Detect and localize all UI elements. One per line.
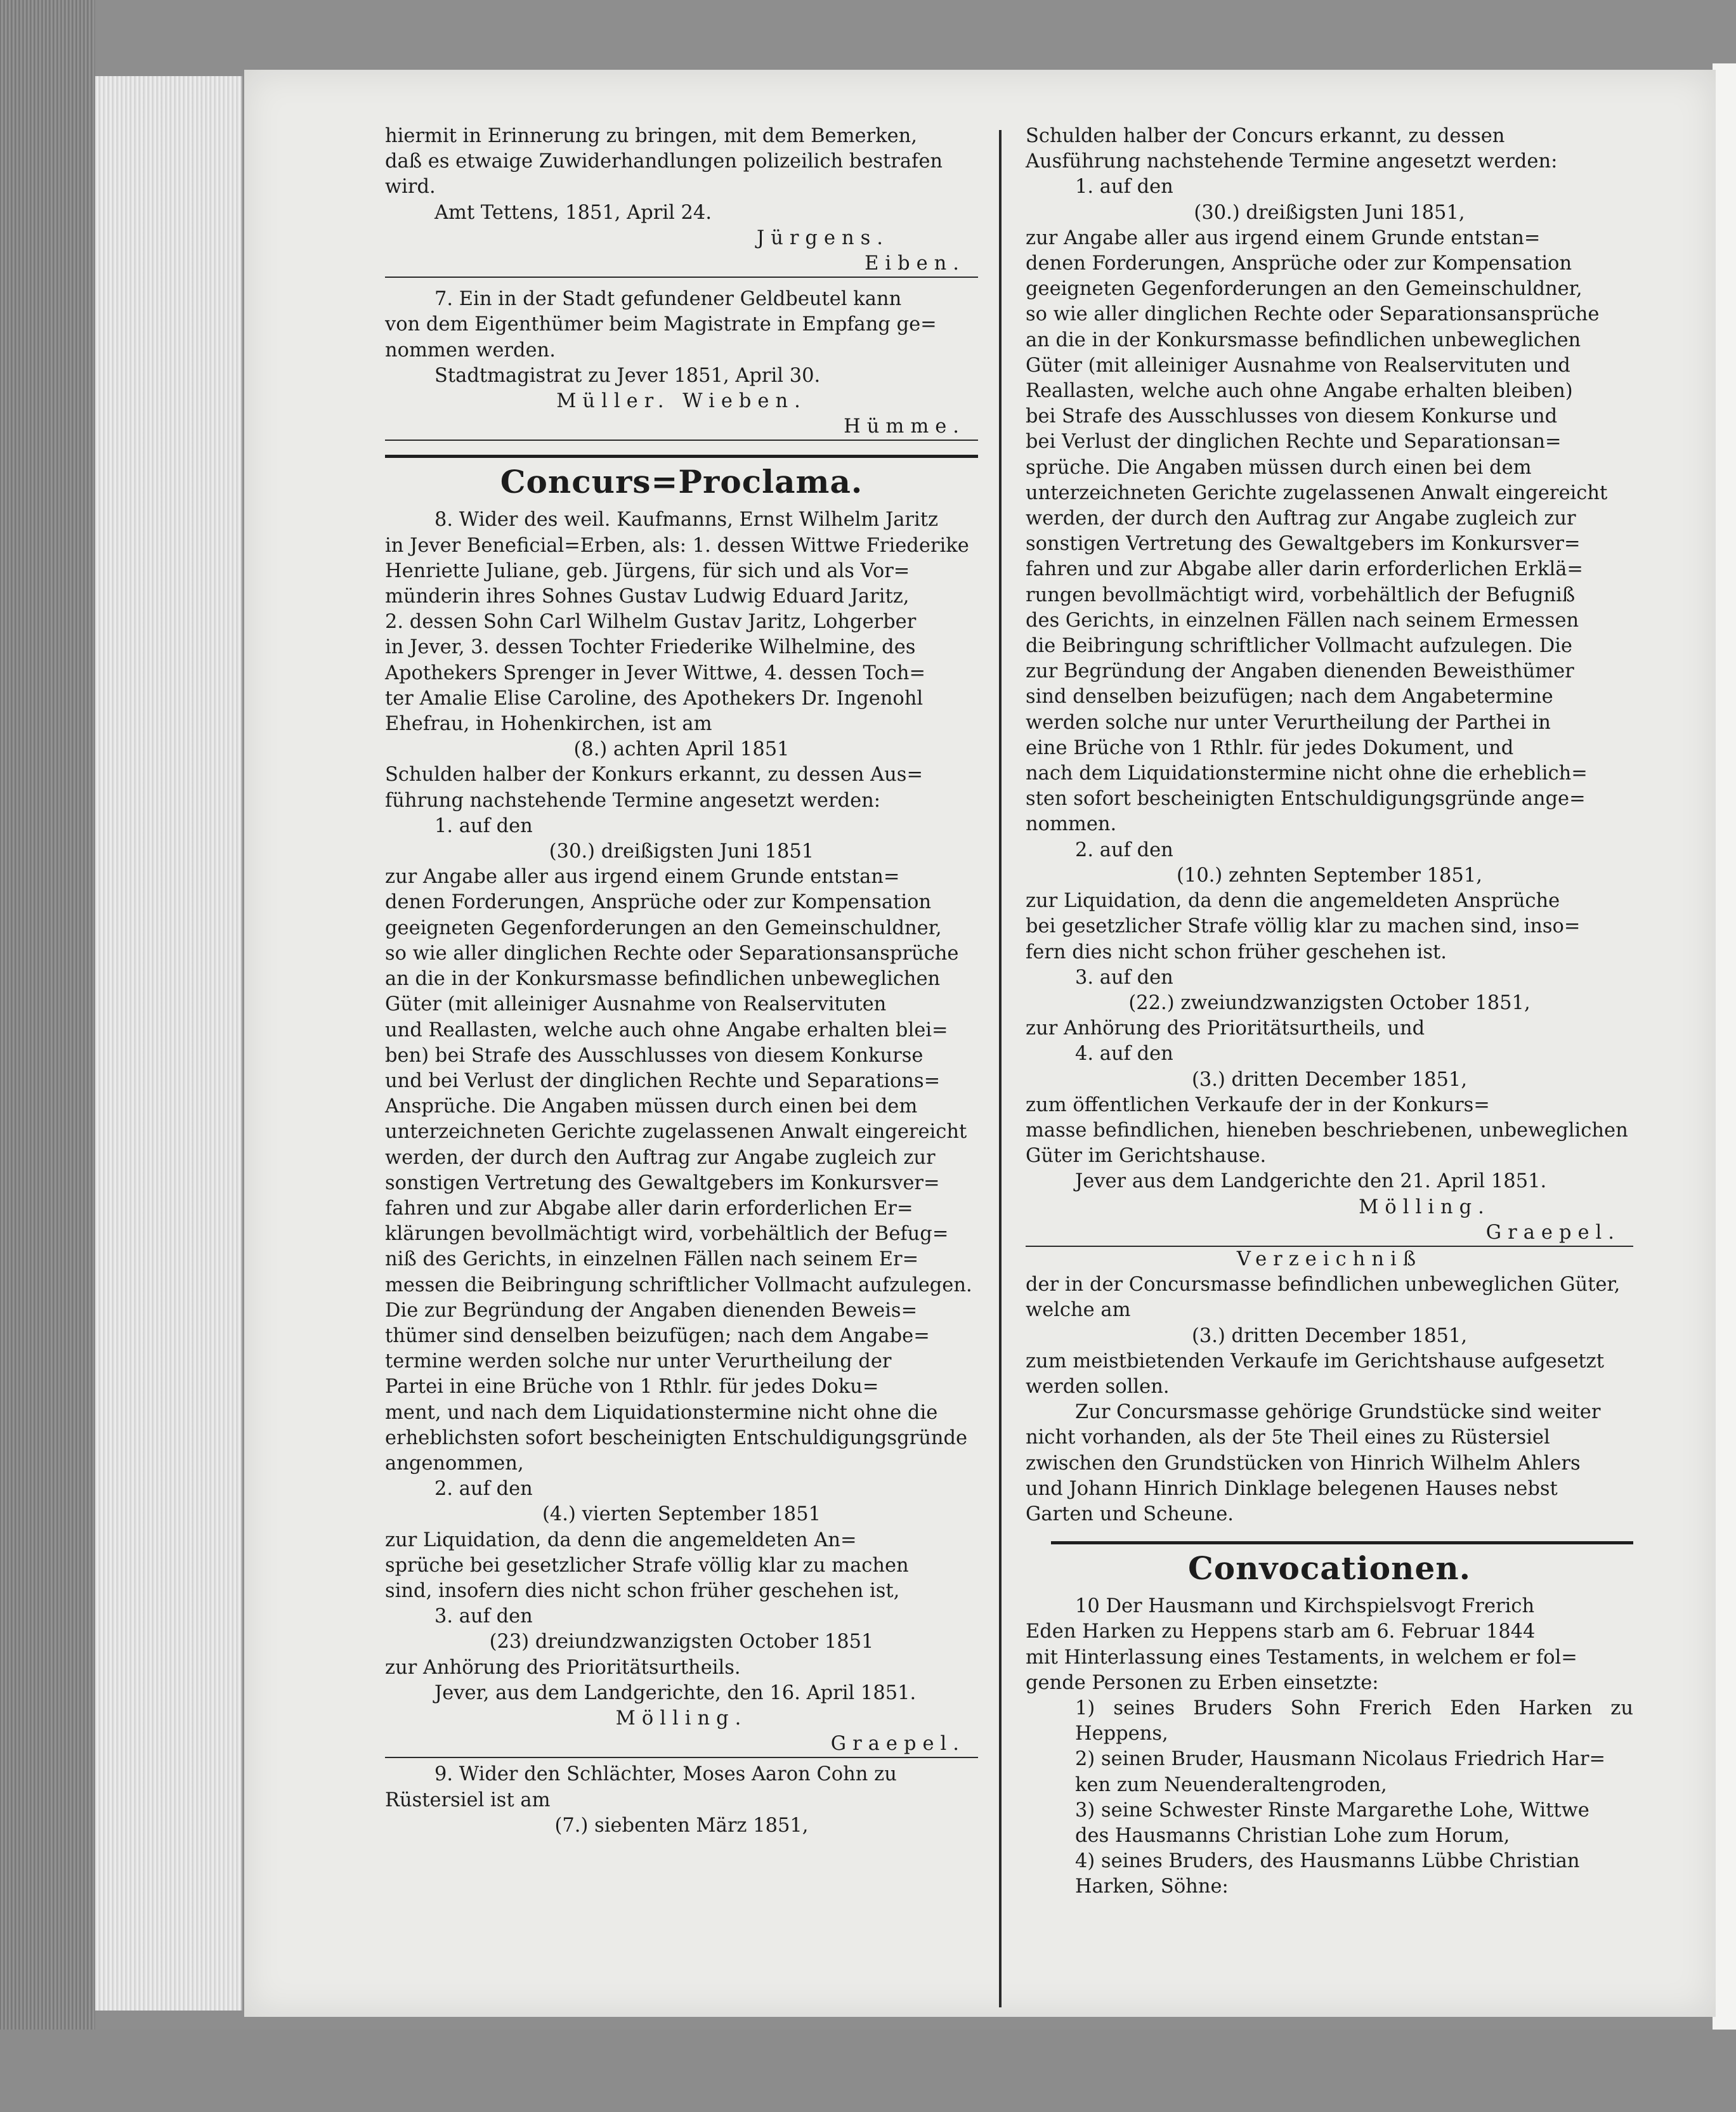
- notice-7-line: von dem Eigenthümer beim Magistrate in Empfang ge=: [385, 313, 937, 336]
- notice-7-signature-2: Hümme.: [385, 414, 978, 441]
- term-1-body: zur Begründung der Angaben dienenden Beweisthümer: [1026, 660, 1574, 683]
- list-body: werden sollen.: [1026, 1375, 1170, 1398]
- term-1-body: so wie aller dinglichen Rechte oder Separationsansprüche: [385, 942, 959, 965]
- notice-8-line: Ehefrau, in Hohenkirchen, ist am: [385, 713, 712, 736]
- notice-7-office: Stadtmagistrat zu Jever 1851, April 30.: [434, 364, 821, 387]
- term-1-date: (30.) dreißigsten Juni 1851,: [1194, 201, 1465, 224]
- term-1-body: unterzeichneten Gerichte zugelassenen Anwalt eingereicht: [385, 1121, 967, 1144]
- term-1-body: messen die Beibringung schriftlicher Vollmacht aufzulegen.: [385, 1274, 972, 1296]
- term-2-body: zur Liquidation, da denn die angemeldeten Ansprüche: [1026, 890, 1560, 913]
- heir-line: ken zum Neuenderaltengroden,: [1075, 1773, 1387, 1796]
- notice-10-line: gende Personen zu Erben einsetzte:: [1026, 1671, 1379, 1694]
- newspaper-page: [244, 70, 1716, 2017]
- term-1-body: thümer sind denselben beizufügen; nach dem Angabe=: [385, 1324, 930, 1347]
- term-1-body: niß des Gerichts, in einzelnen Fällen nach seinem Er=: [385, 1248, 919, 1271]
- term-1-date: (30.) dreißigsten Juni 1851: [549, 840, 814, 863]
- term-1-body: rungen bevollmächtigt wird, vorbehältlich der Befugniß: [1026, 583, 1576, 606]
- notice-7-line: 7. Ein in der Stadt gefundener Geldbeutel kann: [434, 288, 902, 311]
- term-4-body: masse befindlichen, hieneben beschriebenen, unbeweglichen: [1026, 1119, 1628, 1142]
- notice-8-line: münderin ihres Sohnes Gustav Ludwig Eduard Jaritz,: [385, 585, 910, 608]
- term-1-body: bei Verlust der dinglichen Rechte und Separationsan=: [1026, 431, 1562, 453]
- term-1-body: Partei in eine Brüche von 1 Rthlr. für jedes Doku=: [385, 1376, 879, 1398]
- term-1-body: sprüche. Die Angaben müssen durch einen bei dem: [1026, 456, 1532, 479]
- list-line: welche am: [1026, 1299, 1131, 1322]
- term-3-label: 3. auf den: [1075, 966, 1173, 989]
- term-1-body: Güter (mit alleiniger Ausnahme von Realservituten und: [1026, 354, 1570, 377]
- notice-9-line: 9. Wider den Schlächter, Moses Aaron Cohn zu: [434, 1763, 897, 1786]
- cont-line: Schulden halber der Concurs erkannt, zu dessen: [1026, 125, 1505, 147]
- term-1-body: und bei Verlust der dinglichen Rechte und Separations=: [385, 1069, 941, 1092]
- court-line: Jever aus dem Landgerichte den 21. April 1851.: [1075, 1170, 1547, 1193]
- notice-8-date: (8.) achten April 1851: [573, 738, 790, 761]
- term-1-body: klärungen bevollmächtigt wird, vorbehältlich der Befug=: [385, 1223, 949, 1246]
- heir-line: 1) seines Bruders Sohn Frerich Eden Harken zu Heppens,: [1075, 1697, 1633, 1745]
- term-2-date: (10.) zehnten September 1851,: [1177, 864, 1482, 887]
- term-1-body: sind denselben beizufügen; nach dem Angabetermine: [1026, 686, 1553, 708]
- estate-line: nicht vorhanden, als der 5te Theil eines zu Rüstersiel: [1026, 1426, 1550, 1449]
- term-1-body: Reallasten, welche auch ohne Angabe erhalten bleiben): [1026, 380, 1573, 403]
- section-heading-concurs: Concurs=Proclama.: [500, 463, 863, 501]
- term-1-body: fahren und zur Abgabe aller darin erforderlichen Er=: [385, 1197, 913, 1220]
- section-rule: [385, 455, 978, 458]
- court-signature: Mölling.: [615, 1707, 748, 1730]
- term-1-body: sten sofort bescheinigten Entschuldigungsgründe ange=: [1026, 788, 1586, 811]
- term-1-body: termine werden solche nur unter Verurtheilung der: [385, 1350, 892, 1373]
- term-4-date: (3.) dritten December 1851,: [1191, 1068, 1468, 1091]
- estate-line: Garten und Scheune.: [1026, 1503, 1234, 1525]
- court-signature: Mölling.: [1359, 1196, 1491, 1218]
- notice-8-line: 2. dessen Sohn Carl Wilhelm Gustav Jaritz, Lohgerber: [385, 611, 917, 634]
- term-1-body: unterzeichneten Gerichte zugelassenen Anwalt eingereicht: [1026, 481, 1608, 504]
- list-line: der in der Concursmasse befindlichen unbeweglichen Güter,: [1026, 1274, 1621, 1296]
- term-1-body: Die zur Begründung der Angaben dienenden Beweis=: [385, 1299, 918, 1322]
- heir-line: des Hausmanns Christian Lohe zum Horum,: [1075, 1825, 1510, 1847]
- left-column: [385, 124, 978, 1839]
- notice-8-cont: Schulden halber der Konkurs erkannt, zu dessen Aus=: [385, 764, 923, 786]
- term-3-body: zur Anhörung des Prioritätsurtheils.: [385, 1656, 741, 1679]
- term-1-body: sonstigen Vertretung des Gewaltgebers im Konkursver=: [385, 1171, 940, 1194]
- column-divider: [999, 130, 1002, 2007]
- term-1-body: zur Angabe aller aus irgend einem Grunde entstan=: [1026, 226, 1541, 249]
- page-stack-edge: [95, 76, 242, 2011]
- court-signature-2: Graepel.: [385, 1731, 978, 1758]
- heir-line: 4) seines Bruders, des Hausmanns Lübbe Christian: [1075, 1850, 1580, 1873]
- term-1-body: und Reallasten, welche auch ohne Angabe erhalten blei=: [385, 1019, 948, 1041]
- heir-line: 3) seine Schwester Rinste Margarethe Lohe, Wittwe: [1075, 1799, 1589, 1822]
- section-heading-convocationen: Convocationen.: [1187, 1549, 1472, 1587]
- term-1-body: werden solche nur unter Verurtheilung der Parthei in: [1026, 711, 1551, 734]
- term-1-body: Ansprüche. Die Angaben müssen durch einen bei dem: [385, 1095, 918, 1118]
- term-1-body: erheblichsten sofort bescheinigten Entschuldigungsgründe: [385, 1426, 968, 1449]
- term-1-body: die Beibringung schriftlicher Vollmacht aufzulegen. Die: [1026, 635, 1572, 658]
- right-column: [1026, 124, 1633, 1900]
- estate-line: und Johann Hinrich Dinklage belegenen Hauses nebst: [1026, 1477, 1558, 1500]
- term-3-body: zur Anhörung des Prioritätsurtheils, und: [1026, 1017, 1425, 1040]
- term-4-body: zum öffentlichen Verkaufe der in der Konkurs=: [1026, 1093, 1490, 1116]
- term-2-label: 2. auf den: [434, 1478, 533, 1501]
- signature-juergens: Jürgens.: [756, 226, 889, 249]
- term-1-body: geeigneten Gegenforderungen an den Gemeinschuldner,: [385, 916, 942, 939]
- term-4-body: Güter im Gerichtshause.: [1026, 1145, 1267, 1168]
- notice-8-line: ter Amalie Elise Caroline, des Apothekers Dr. Ingenohl: [385, 687, 923, 710]
- term-3-label: 3. auf den: [434, 1605, 533, 1628]
- notice-8-line: in Jever, 3. dessen Tochter Friederike Wilhelmine, des: [385, 636, 916, 659]
- term-1-body: des Gerichts, in einzelnen Fällen nach seinem Ermessen: [1026, 609, 1579, 632]
- notice-7-line: nommen werden.: [385, 339, 556, 362]
- term-1-body: denen Forderungen, Ansprüche oder zur Kompensation: [385, 891, 932, 914]
- court-signature-2: Graepel.: [1026, 1220, 1633, 1247]
- scan-background-bottom: [0, 2030, 1736, 2112]
- notice-8-line: Henriette Juliane, geb. Jürgens, für sich und als Vor=: [385, 559, 910, 582]
- estate-line: Zur Concursmasse gehörige Grundstücke sind weiter: [1075, 1401, 1601, 1424]
- court-line: Jever, aus dem Landgerichte, den 16. April 1851.: [434, 1681, 917, 1704]
- notice-9-line: Rüstersiel ist am: [385, 1789, 551, 1811]
- term-1-body: werden, der durch den Auftrag zur Angabe zugleich zur: [385, 1146, 936, 1169]
- term-2-body: sind, insofern dies nicht schon früher geschehen ist,: [385, 1579, 900, 1602]
- term-1-body: eine Brüche von 1 Rthlr. für jedes Dokument, und: [1026, 736, 1514, 759]
- term-2-date: (4.) vierten September 1851: [542, 1503, 821, 1526]
- cont-line: Ausführung nachstehende Termine angesetzt werden:: [1026, 150, 1558, 173]
- notice-10-line: mit Hinterlassung eines Testaments, in welchem er fol=: [1026, 1646, 1577, 1669]
- next-page-edge: [1713, 63, 1736, 2030]
- estate-line: zwischen den Grundstücken von Hinrich Wilhelm Ahlers: [1026, 1452, 1581, 1475]
- term-1-body: geeigneten Gegenforderungen an den Gemeinschuldner,: [1026, 278, 1583, 301]
- list-title: Verzeichniß: [1236, 1248, 1423, 1270]
- term-1-body: denen Forderungen, Ansprüche oder zur Kompensation: [1026, 252, 1572, 275]
- notice-7-signature: Müller. Wieben.: [556, 390, 807, 413]
- section-rule: [1051, 1541, 1633, 1544]
- term-1-body: angenommen,: [385, 1452, 524, 1475]
- term-1-body: fahren und zur Abgabe aller darin erforderlichen Erklä=: [1026, 558, 1583, 581]
- term-1-body: sonstigen Vertretung des Gewaltgebers im Konkursver=: [1026, 533, 1581, 556]
- notice-8-line: Apothekers Sprenger in Jever Wittwe, 4. dessen Toch=: [385, 662, 926, 684]
- term-1-body: nommen.: [1026, 813, 1117, 836]
- scan-background-left: [0, 0, 95, 2112]
- notice-10-line: 10 Der Hausmann und Kirchspielsvogt Frerich: [1075, 1595, 1535, 1618]
- term-4-label: 4. auf den: [1075, 1043, 1173, 1066]
- signature-eiben: Eiben.: [385, 251, 978, 278]
- heir-line: 2) seinen Bruder, Hausmann Nicolaus Friedrich Har=: [1075, 1748, 1606, 1771]
- term-1-body: an die in der Konkursmasse befindlichen unbeweglichen: [1026, 329, 1581, 351]
- notice-8-line: 8. Wider des weil. Kaufmanns, Ernst Wilhelm Jaritz: [434, 509, 939, 531]
- term-1-label: 1. auf den: [1075, 176, 1173, 199]
- intro-line: hiermit in Erinnerung zu bringen, mit dem Bemerken,: [385, 125, 917, 147]
- term-1-body: an die in der Konkursmasse befindlichen unbeweglichen: [385, 968, 941, 991]
- heir-line: Harken, Söhne:: [1075, 1875, 1229, 1898]
- notice-8-line: in Jever Beneficial=Erben, als: 1. dessen Wittwe Friederike: [385, 534, 969, 557]
- term-2-body: bei gesetzlicher Strafe völlig klar zu machen sind, inso=: [1026, 915, 1581, 938]
- term-3-date: (23) dreiundzwanzigsten October 1851: [489, 1631, 874, 1653]
- notice-10-line: Eden Harken zu Heppens starb am 6. Februar 1844: [1026, 1620, 1536, 1643]
- office-line: Amt Tettens, 1851, April 24.: [434, 201, 712, 224]
- term-2-body: sprüche bei gesetzlicher Strafe völlig klar zu machen: [385, 1554, 909, 1577]
- list-date: (3.) dritten December 1851,: [1191, 1324, 1468, 1347]
- term-1-body: ment, und nach dem Liquidationstermine nicht ohne die: [385, 1401, 938, 1424]
- list-body: zum meistbietenden Verkaufe im Gerichtshause aufgesetzt: [1026, 1350, 1604, 1372]
- term-2-body: fern dies nicht schon früher geschehen ist.: [1026, 941, 1447, 963]
- term-1-body: bei Strafe des Ausschlusses von diesem Konkurse und: [1026, 405, 1558, 428]
- term-1-body: so wie aller dinglichen Rechte oder Separationsansprüche: [1026, 303, 1600, 326]
- term-1-body: ben) bei Strafe des Ausschlusses von diesem Konkurse: [385, 1044, 923, 1067]
- term-1-body: Güter (mit alleiniger Ausnahme von Realservituten: [385, 993, 887, 1016]
- intro-line: wird.: [385, 176, 436, 199]
- term-1-body: nach dem Liquidationstermine nicht ohne die erheblich=: [1026, 762, 1588, 785]
- intro-line: daß es etwaige Zuwiderhandlungen polizeilich bestrafen: [385, 150, 943, 173]
- term-1-label: 1. auf den: [434, 814, 533, 837]
- term-2-label: 2. auf den: [1075, 838, 1173, 861]
- term-1-body: werden, der durch den Auftrag zur Angabe zugleich zur: [1026, 507, 1576, 530]
- term-1-body: zur Angabe aller aus irgend einem Grunde entstan=: [385, 866, 900, 889]
- term-2-body: zur Liquidation, da denn die angemeldeten An=: [385, 1529, 857, 1551]
- notice-9-date: (7.) siebenten März 1851,: [554, 1814, 809, 1837]
- notice-8-cont: führung nachstehende Termine angesetzt werden:: [385, 789, 881, 812]
- term-3-date: (22.) zweiundzwanzigsten October 1851,: [1128, 991, 1530, 1014]
